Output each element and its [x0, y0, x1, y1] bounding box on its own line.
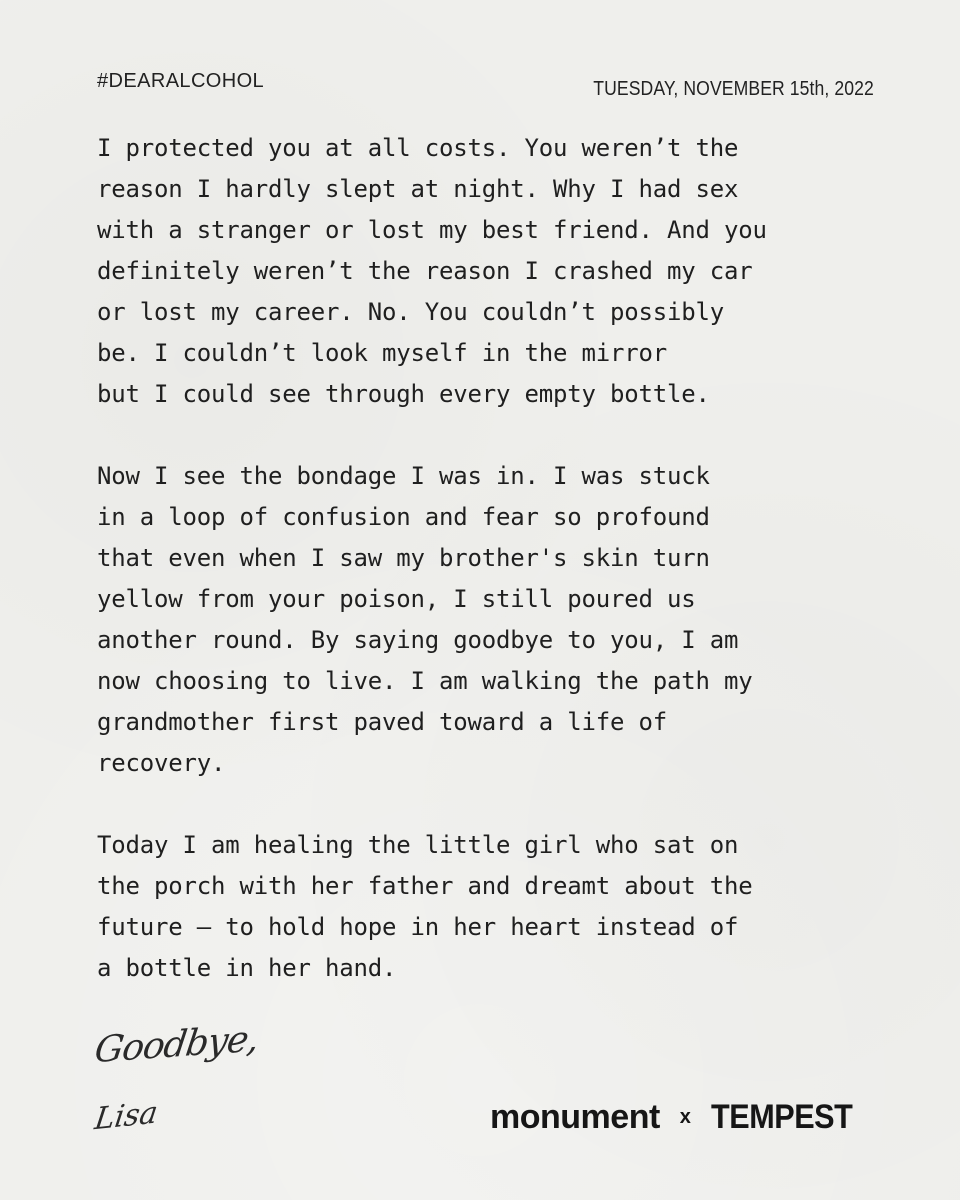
letter-date: TUESDAY, NOVEMBER 15th, 2022 — [593, 78, 874, 100]
collab-separator: x — [679, 1106, 691, 1128]
brand-logos — [490, 1098, 868, 1137]
letter-body — [97, 128, 917, 1030]
monument-logo: monument — [490, 1098, 660, 1136]
tempest-logo: TEMPEST — [710, 1098, 853, 1136]
signature-name: Lisa — [92, 1095, 160, 1138]
paragraph-1: I protected you at all costs. You weren’t the reason I hardly slept at night. Why I had sex with a stranger or lost my best friend. And you definitely weren’t the reason I crashed my car or lost my career. No. You couldn’t possibly be. I couldn’t look myself in the mirror but I could see through every empty bottle. — [97, 134, 767, 408]
paragraph-3: Today I am healing the little girl who sat on the porch with her father and dreamt about the future — to hold hope in her heart instead of a bottle in her hand. — [97, 831, 753, 982]
hashtag-label: #DEARALCOHOL — [97, 70, 265, 92]
paragraph-2: Now I see the bondage I was in. I was stuck in a loop of confusion and fear so profound that even when I saw my brother's skin turn yellow from your poison, I still poured us another round. By saying goodbye to you, I am now choosing to live. I am walking the path my grandmother first paved toward a life of recovery. — [97, 462, 753, 777]
signature-closing: Goodbye, — [92, 1018, 261, 1072]
